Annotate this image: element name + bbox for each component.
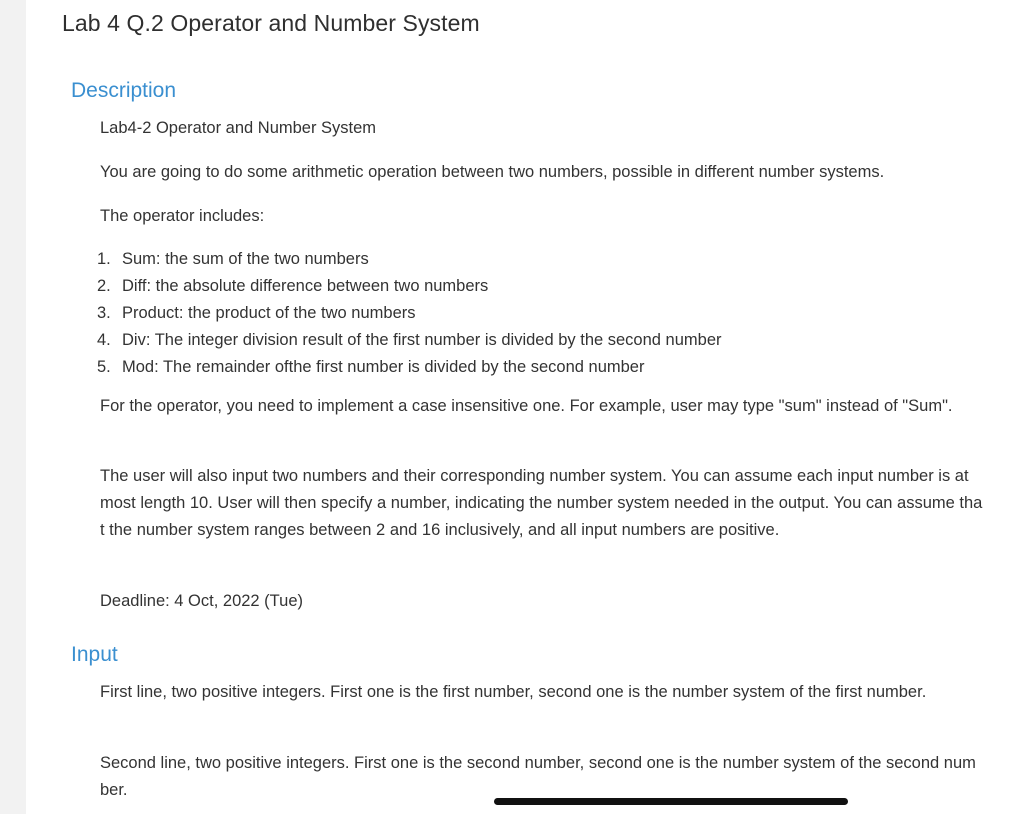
operator-item-mod <box>97 354 722 381</box>
deadline-text: Deadline: 4 Oct, 2022 (Tue) <box>100 592 303 610</box>
operator-number: 5. <box>97 358 111 376</box>
input-line-2: Second line, two positive integers. First one is the second number, second one is the number system of the second number. <box>100 754 976 799</box>
operator-number: 4. <box>97 331 111 349</box>
page-title: Lab 4 Q.2 Operator and Number System <box>62 10 480 36</box>
operator-item-div <box>97 327 722 354</box>
operator-item-sum <box>97 246 722 273</box>
description-subtitle: Lab4-2 Operator and Number System <box>100 119 377 137</box>
operator-item-diff <box>97 273 722 300</box>
operator-text: Mod: The remainder ofthe first number is divided by the second number <box>122 358 645 376</box>
input-format-note: The user will also input two numbers and their corresponding number system. You can assume each input number is at most length 10. User will then specify a number, indicating the number system needed in the output. You can assume that the number system ranges between 2 and 16 inclusively, and all input numbers are positive. <box>100 467 983 539</box>
operator-intro: The operator includes: <box>100 207 265 225</box>
operator-number: 3. <box>97 304 111 322</box>
operator-text: Div: The integer division result of the first number is divided by the second number <box>122 331 722 349</box>
description-heading: Description <box>71 79 177 102</box>
input-heading: Input <box>71 643 118 666</box>
input-line-1: First line, two positive integers. First one is the first number, second one is the number system of the first number. <box>100 683 927 701</box>
operator-item-product <box>97 300 722 327</box>
operator-text: Product: the product of the two numbers <box>122 304 416 322</box>
operator-number: 2. <box>97 277 111 295</box>
left-gutter <box>0 0 26 814</box>
case-insensitive-note: For the operator, you need to implement a case insensitive one. For example, user may type "sum" instead of "Sum". <box>100 397 953 415</box>
home-indicator-bar[interactable] <box>494 798 848 805</box>
operator-text: Sum: the sum of the two numbers <box>122 250 369 268</box>
operator-text: Diff: the absolute difference between two numbers <box>122 277 489 295</box>
operator-number: 1. <box>97 250 111 268</box>
operator-list <box>97 246 722 381</box>
description-intro: You are going to do some arithmetic operation between two numbers, possible in different number systems. <box>100 163 885 181</box>
